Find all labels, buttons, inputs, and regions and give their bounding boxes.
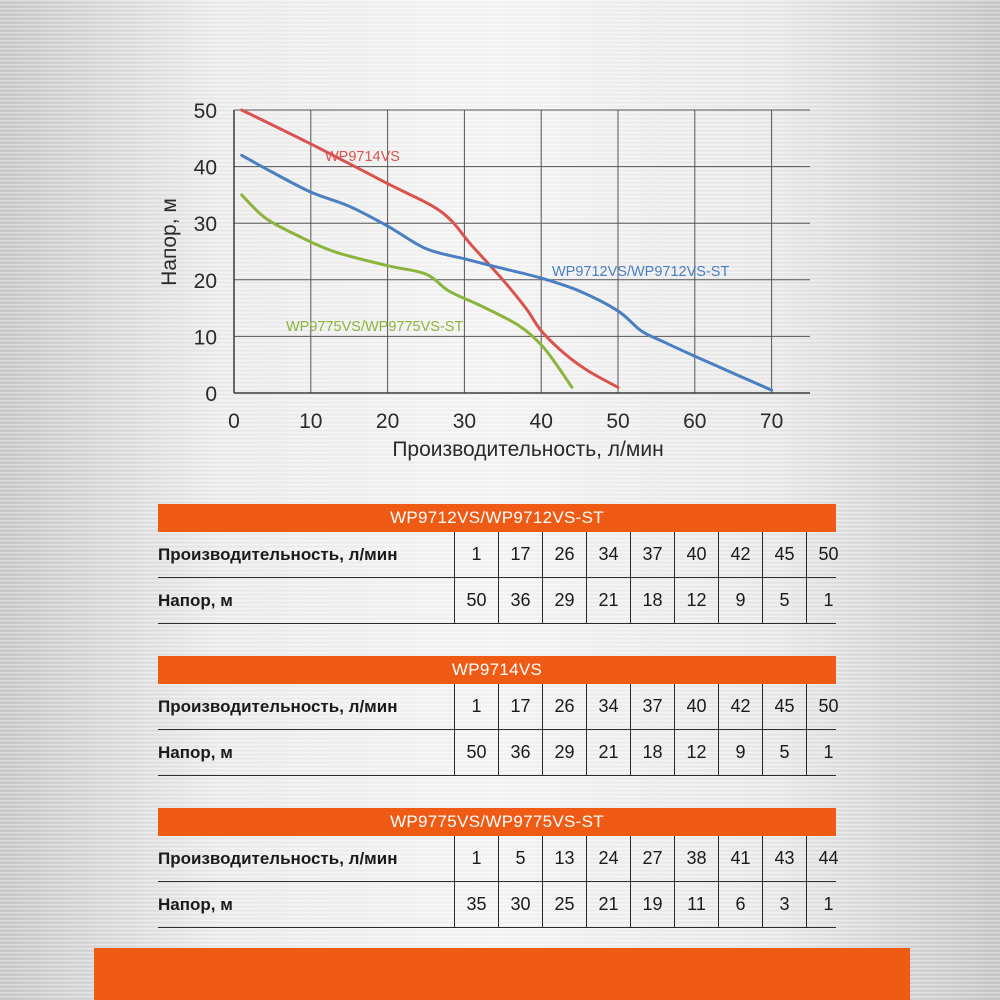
flow-value-cell: 37 xyxy=(630,684,674,729)
head-row-label: Напор, м xyxy=(158,591,233,610)
head-value-cell: 30 xyxy=(498,882,542,927)
chart-series xyxy=(242,110,772,390)
table-title: WP9712VS/WP9712VS-ST xyxy=(158,504,836,532)
flow-value-cell: 40 xyxy=(674,684,718,729)
flow-value-cell: 41 xyxy=(718,836,762,881)
head-value-cell: 1 xyxy=(806,578,850,623)
flow-value-cell: 43 xyxy=(762,836,806,881)
flow-value-cell: 1 xyxy=(454,532,498,577)
x-tick-label: 10 xyxy=(299,410,323,433)
x-tick-label: 60 xyxy=(683,410,707,433)
flow-value-cell: 17 xyxy=(498,684,542,729)
y-tick-label: 0 xyxy=(205,383,217,406)
flow-value-cell: 27 xyxy=(630,836,674,881)
head-value-cell: 1 xyxy=(806,730,850,775)
head-value-cell: 3 xyxy=(762,882,806,927)
flow-value-cell: 40 xyxy=(674,532,718,577)
flow-value-cell: 1 xyxy=(454,684,498,729)
flow-value-cell: 5 xyxy=(498,836,542,881)
head-value-cell: 29 xyxy=(542,578,586,623)
flow-value-cell: 45 xyxy=(762,532,806,577)
head-value-cell: 19 xyxy=(630,882,674,927)
flow-value-cell: 13 xyxy=(542,836,586,881)
series-labels xyxy=(286,149,729,335)
head-value-cell: 5 xyxy=(762,578,806,623)
x-tick-label: 20 xyxy=(375,410,400,433)
flow-row-label: Производительность, л/мин xyxy=(158,697,398,716)
x-tick-label: 0 xyxy=(228,410,240,433)
head-row xyxy=(158,578,836,624)
flow-row xyxy=(158,684,839,730)
flow-value-cell: 42 xyxy=(718,684,762,729)
flow-value-cell: 44 xyxy=(806,836,850,881)
x-tick-label: 40 xyxy=(529,410,553,433)
flow-value-cell: 1 xyxy=(454,836,498,881)
head-row-label: Напор, м xyxy=(158,895,233,914)
table-title: WP9775VS/WP9775VS-ST xyxy=(158,808,836,836)
bottom-accent-bar xyxy=(94,948,910,1000)
y-axis-title: Напор, м xyxy=(158,198,181,286)
flow-value-cell: 45 xyxy=(762,684,806,729)
head-value-cell: 21 xyxy=(586,882,630,927)
flow-value-cell: 50 xyxy=(806,684,850,729)
flow-value-cell: 24 xyxy=(586,836,630,881)
head-value-cell: 9 xyxy=(718,578,762,623)
head-value-cell: 25 xyxy=(542,882,586,927)
head-row-label: Напор, м xyxy=(158,743,233,762)
table-wp9712 xyxy=(158,504,839,624)
pump-performance-chart xyxy=(0,0,1000,480)
y-tick-label: 20 xyxy=(193,269,217,293)
flow-value-cell: 17 xyxy=(498,532,542,577)
chart-grid xyxy=(234,110,810,393)
head-row xyxy=(158,882,836,928)
x-tick-label: 70 xyxy=(759,410,784,433)
head-value-cell: 11 xyxy=(674,882,718,927)
table-title: WP9714VS xyxy=(158,656,836,684)
head-value-cell: 5 xyxy=(762,730,806,775)
y-tick-label: 40 xyxy=(193,156,217,180)
series-label-wp9714: WP9714VS xyxy=(325,149,400,165)
head-value-cell: 35 xyxy=(454,882,498,927)
y-tick-label: 50 xyxy=(193,100,217,123)
flow-value-cell: 37 xyxy=(630,532,674,577)
head-value-cell: 18 xyxy=(630,578,674,623)
head-value-cell: 18 xyxy=(630,730,674,775)
head-value-cell: 1 xyxy=(806,882,850,927)
x-tick-label: 30 xyxy=(452,410,477,433)
x-tick-label: 50 xyxy=(606,410,630,433)
flow-row-label: Производительность, л/мин xyxy=(158,545,398,564)
head-value-cell: 9 xyxy=(718,730,762,775)
head-value-cell: 6 xyxy=(718,882,762,927)
flow-value-cell: 34 xyxy=(586,684,630,729)
head-value-cell: 36 xyxy=(498,578,542,623)
flow-row xyxy=(158,532,839,578)
flow-value-cell: 38 xyxy=(674,836,718,881)
flow-row-label: Производительность, л/мин xyxy=(158,849,398,868)
y-tick-label: 30 xyxy=(193,213,217,237)
head-value-cell: 50 xyxy=(454,578,498,623)
flow-value-cell: 26 xyxy=(542,684,586,729)
head-value-cell: 36 xyxy=(498,730,542,775)
x-axis-title: Производительность, л/мин xyxy=(392,438,664,461)
head-value-cell: 50 xyxy=(454,730,498,775)
series-label-wp9775: WP9775VS/WP9775VS-ST xyxy=(286,319,464,335)
series-line-wp9775 xyxy=(242,195,572,387)
table-wp9714 xyxy=(158,656,839,776)
y-tick-label: 10 xyxy=(193,326,217,350)
series-label-wp9712: WP9712VS/WP9712VS-ST xyxy=(552,264,730,280)
flow-value-cell: 26 xyxy=(542,532,586,577)
flow-value-cell: 50 xyxy=(806,532,850,577)
flow-value-cell: 34 xyxy=(586,532,630,577)
head-row xyxy=(158,730,836,776)
head-value-cell: 12 xyxy=(674,730,718,775)
flow-row xyxy=(158,836,839,882)
head-value-cell: 29 xyxy=(542,730,586,775)
head-value-cell: 21 xyxy=(586,578,630,623)
flow-value-cell: 42 xyxy=(718,532,762,577)
table-wp9775 xyxy=(158,808,839,928)
head-value-cell: 12 xyxy=(674,578,718,623)
head-value-cell: 21 xyxy=(586,730,630,775)
